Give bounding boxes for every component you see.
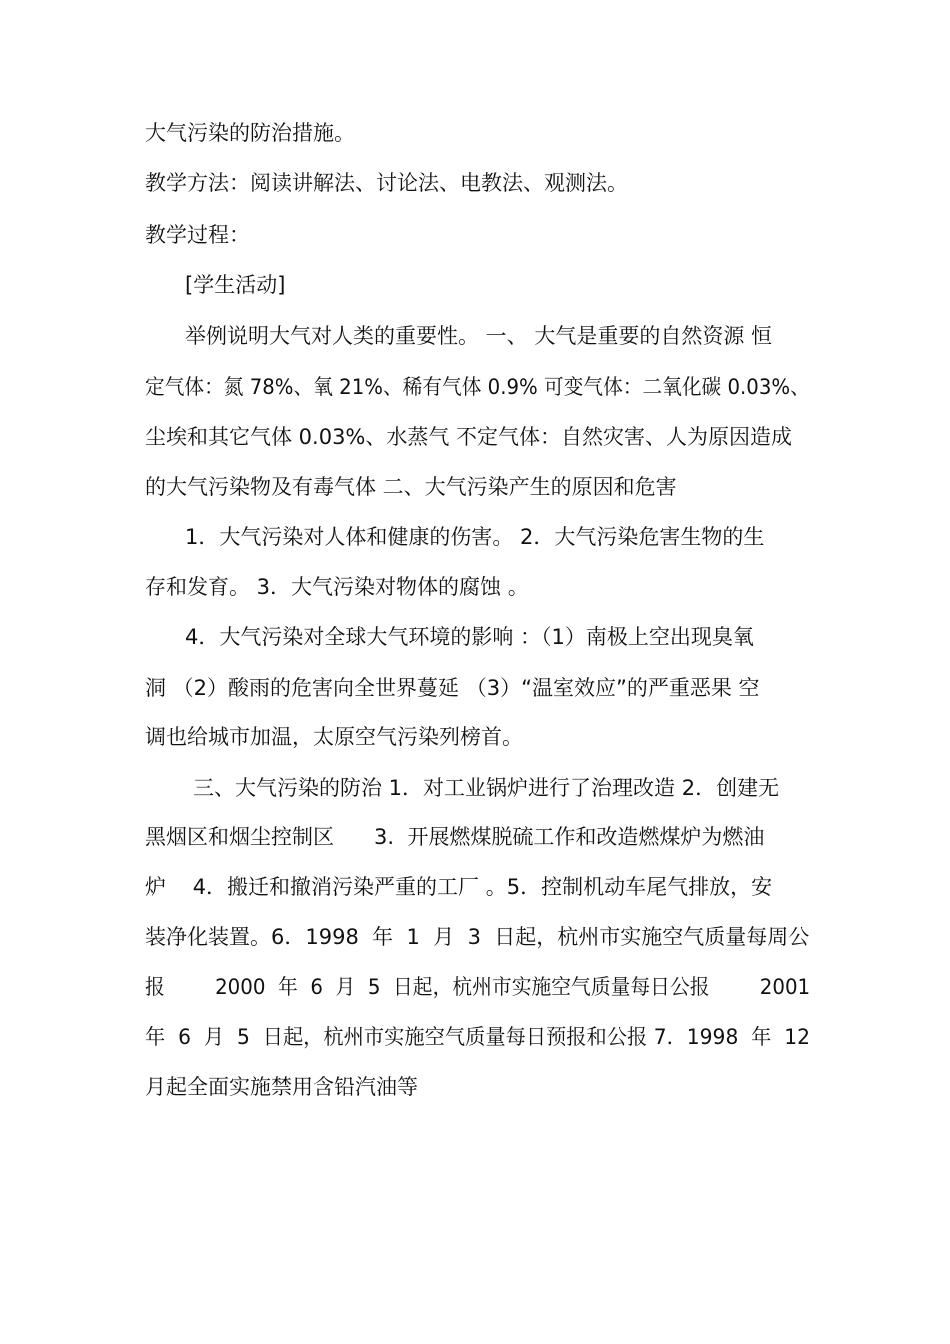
text-line: 1．大气污染对人体和健康的伤害。 2．大气污染危害生物的生 bbox=[185, 525, 765, 549]
text-line: 月起全面实施禁用含铅汽油等 bbox=[145, 1075, 418, 1099]
text-line: 三、大气污染的防治 1．对工业锅炉进行了治理改造 2．创建无 bbox=[193, 776, 780, 800]
text-line: 教学过程： bbox=[145, 223, 250, 247]
text-line: 存和发育。 3．大气污染对物体的腐蚀 。 bbox=[145, 575, 529, 599]
text-line: 尘埃和其它气体 0.03%、水蒸气 不定气体：自然灾害、人为原因造成 bbox=[145, 425, 793, 449]
text-line: 黑烟区和烟尘控制区 3. 开展燃煤脱硫工作和改造燃煤炉为燃油 bbox=[145, 825, 765, 849]
text-line: 大气污染的防治措施。 bbox=[145, 121, 355, 145]
text-line: 洞 （2）酸雨的危害向全世界蔓延 （3）“温室效应”的严重恶果 空 bbox=[145, 676, 760, 700]
text-line: 调也给城市加温，太原空气污染列榜首。 bbox=[145, 725, 523, 749]
text-line: 报 2000 年 6 月 5 日起，杭州市实施空气质量每日公报 2001 bbox=[145, 975, 811, 999]
text-line: 教学方法：阅读讲解法、讨论法、电教法、观测法。 bbox=[145, 171, 628, 195]
text-line: 定气体：氮 78%、氧 21%、稀有气体 0.9% 可变气体：二氧化碳 0.03%、 bbox=[145, 375, 810, 399]
text-line: 举例说明大气对人类的重要性。 一、 大气是重要的自然资源 恒 bbox=[185, 324, 773, 348]
text-line: 炉 4．搬迁和撤消污染严重的工厂 。5．控制机动车尾气排放，安 bbox=[145, 875, 773, 899]
text-line: 4．大气污染对全球大气环境的影响 ：（1）南极上空出现臭氧 bbox=[185, 625, 754, 649]
text-line: 年 6 月 5 日起，杭州市实施空气质量每日预报和公报 7．1998 年 12 bbox=[145, 1025, 811, 1049]
text-line: 装净化装置。6．1998 年 1 月 3 日起，杭州市实施空气质量每周公 bbox=[145, 925, 810, 949]
text-line: [学生活动] bbox=[185, 273, 286, 297]
text-line: 的大气污染物及有毒气体 二、大气污染产生的原因和危害 bbox=[145, 475, 677, 499]
